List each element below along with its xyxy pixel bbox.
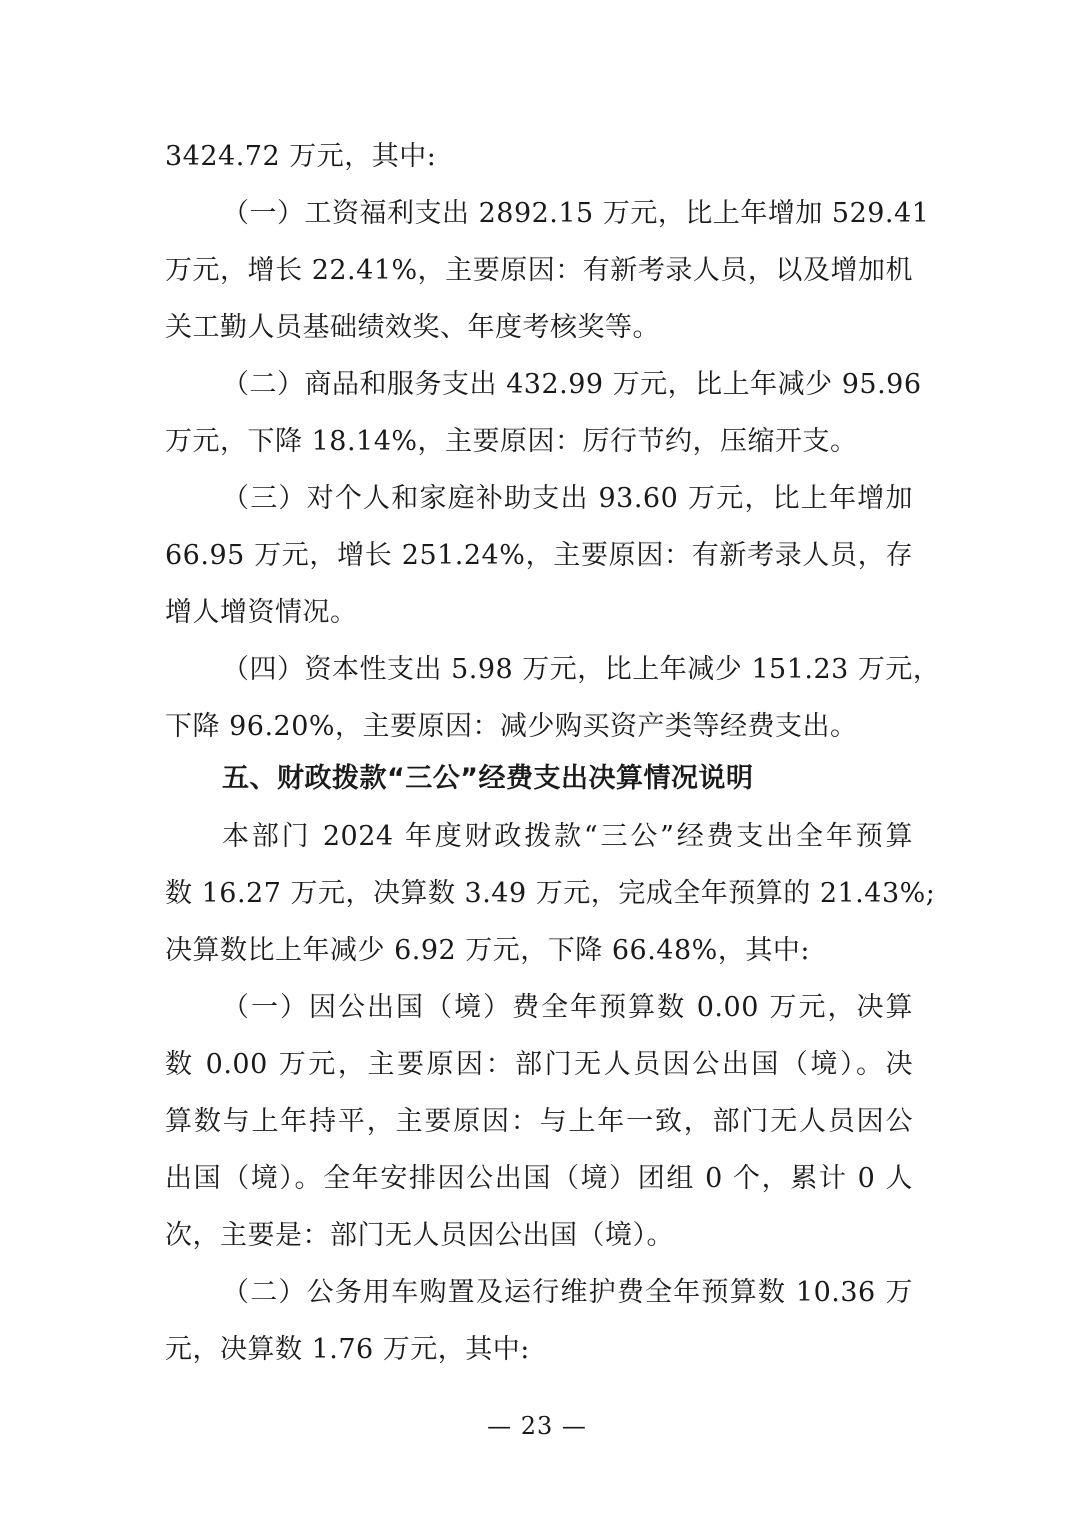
paragraph-line: （二）商品和服务支出 432.99 万元，比上年减少 95.96 <box>222 369 922 400</box>
paragraph-line: 3424.72 万元，其中: <box>165 141 437 172</box>
paragraph-line: （一）因公出国（境）费全年预算数 0.00 万元，决算 <box>222 992 914 1023</box>
paragraph-line: 66.95 万元，增长 251.24%，主要原因：有新考录人员，存 <box>165 540 913 571</box>
paragraph-line: 本部门 2024 年度财政拨款“三公”经费支出全年预算 <box>222 821 913 852</box>
paragraph-line: 次，主要是：部门无人员因公出国（境）。 <box>165 1220 674 1251</box>
paragraph-line: （一）工资福利支出 2892.15 万元，比上年增加 529.41 <box>222 198 930 229</box>
paragraph-line: 万元，增长 22.41%，主要原因：有新考录人员，以及增加机 <box>165 255 913 286</box>
paragraph-line: （二）公务用车购置及运行维护费全年预算数 10.36 万 <box>222 1277 913 1308</box>
paragraph-line: 数 0.00 万元，主要原因：部门无人员因公出国（境）。决 <box>165 1049 913 1080</box>
paragraph-line: 算数与上年持平，主要原因：与上年一致，部门无人员因公 <box>165 1106 913 1137</box>
paragraph-line: 元，决算数 1.76 万元，其中: <box>165 1334 530 1365</box>
page-number: — 23 — <box>487 1412 587 1440</box>
paragraph-line: 关工勤人员基础绩效奖、年度考核奖等。 <box>165 312 660 343</box>
paragraph-line: （四）资本性支出 5.98 万元，比上年减少 151.23 万元， <box>222 654 941 685</box>
paragraph-line: 下降 96.20%，主要原因：减少购买资产类等经费支出。 <box>165 711 858 742</box>
section-heading: 五、财政拨款“三公”经费支出决算情况说明 <box>222 763 754 794</box>
paragraph-line: 万元，下降 18.14%，主要原因：厉行节约，压缩开支。 <box>165 426 858 457</box>
paragraph-line: 决算数比上年减少 6.92 万元，下降 66.48%，其中: <box>165 935 810 966</box>
paragraph-line: 增人增资情况。 <box>165 597 358 628</box>
paragraph-line: 出国（境）。全年安排因公出国（境）团组 0 个，累计 0 人 <box>165 1163 913 1194</box>
paragraph-line: 数 16.27 万元，决算数 3.49 万元，完成全年预算的 21.43%; <box>165 878 936 909</box>
paragraph-line: （三）对个人和家庭补助支出 93.60 万元，比上年增加 <box>222 483 913 514</box>
